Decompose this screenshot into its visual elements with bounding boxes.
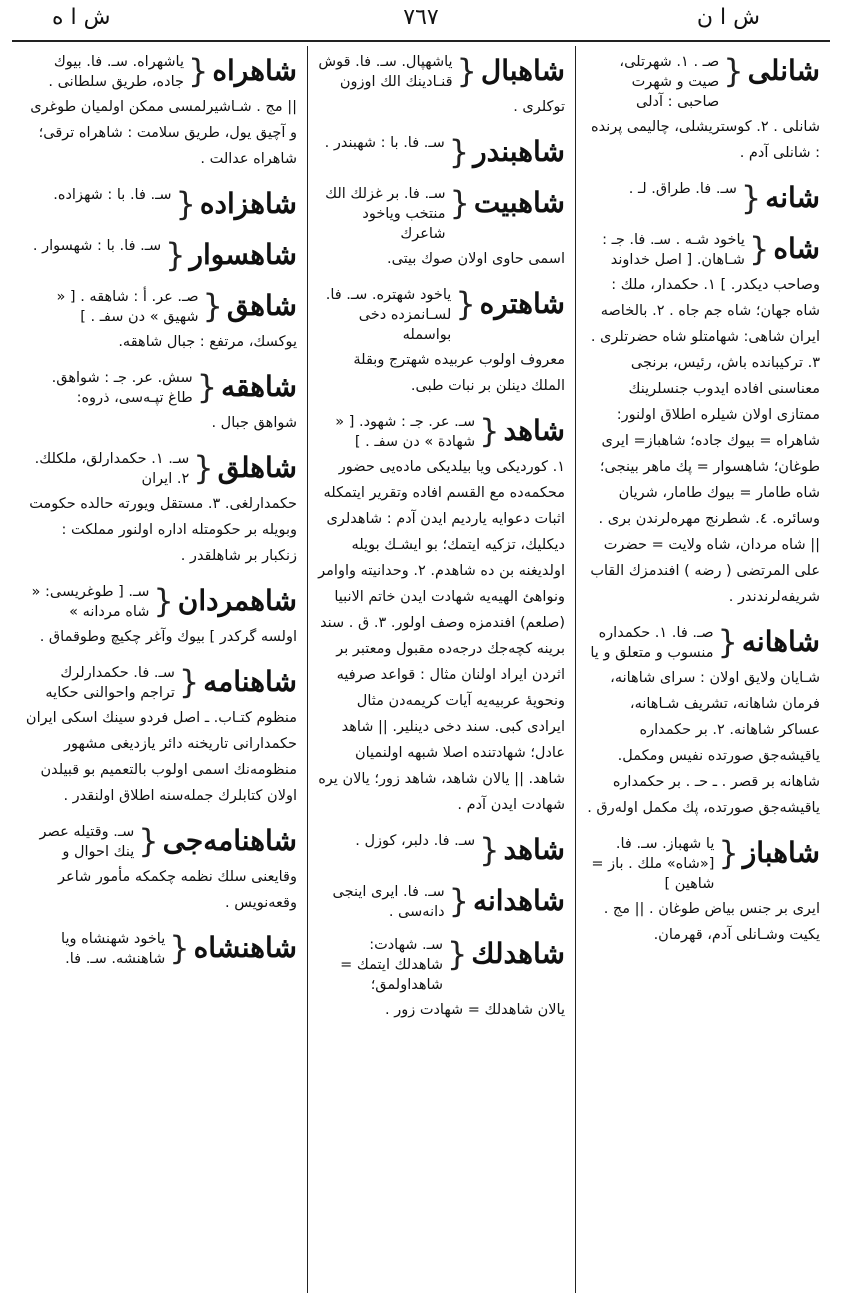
entry-definition-body: ١. كوردیكی ویا بیلدیكی ماده‌یی حضور محكمه‌ده مع القسم افاده وتقریر ایتمكله اثبات دعوایه یاردیم ایدن آدم : شاهدلری دیكلیك، تزكیه ایتمك؛ بو ایشـك بویله اولدیغنه بن ده شاهدم. ٢. وحدانیته واوامر ونواهئ الهیه‌یه شهادت ایدن خاتم الانبیا (صلعم) افندمزه وصف اولور. ٣. ق . سند برینه كچه‌جك درجه‌ده مقبول ومعتبر بر اثردن ایراد اولنان مثال : قواعد صرفیه ونحویهٔ عربیه‌یه آیات كریمه‌دن مثال ایرادی كبی. سند دخی دینلیر. || شاهد عادل؛ شهادتنده اصلا شبهه اولنمیان شاهد. || یالان شاهد، شاهد زور؛ یالان یره شهادت ایدن آدم . xyxy=(318,459,565,813)
brace-glyph: { xyxy=(169,929,190,967)
dictionary-entry xyxy=(586,52,820,166)
entry-headword: شاهزاده xyxy=(199,187,297,220)
entry-head xyxy=(318,52,565,92)
dictionary-entry xyxy=(318,133,565,171)
dictionary-entry xyxy=(318,285,565,399)
dictionary-entry xyxy=(586,179,820,217)
entry-definition-lead: سـ. ١. حكمدارلق، ملكلك. ٢. ایران xyxy=(34,451,190,487)
entry-headword: شاهمردان xyxy=(177,584,297,617)
entry-head xyxy=(586,834,820,894)
entry-headword: شانلی xyxy=(747,54,820,87)
entry-definition-lead: سـ. فا. با : شهبندر . xyxy=(324,135,445,151)
entry-definition-lead: سـ. فا. بر غزلك الك منتخب ویاخود شاعرك xyxy=(325,186,446,242)
entry-headword: شاهنامه‌جی xyxy=(162,824,297,857)
entry-definition-lead: یاخود شهنشاه ویا شاهنشه. سـ. فا. xyxy=(61,931,166,967)
entry-definition-lead: سـ. فا. با : شهسوار . xyxy=(32,238,162,254)
brace-glyph: { xyxy=(479,831,500,869)
dictionary-entry xyxy=(24,287,297,355)
entry-definition-lead: سـ. فا. با : شهزاده. xyxy=(53,187,172,203)
entry-definition-lead: صـ. عر. أ : شاهقه . [ « شهیق » دن سفـ . ] xyxy=(56,289,199,325)
entry-head xyxy=(24,287,297,327)
entry-definition-lead: یاخود شـه . سـ. فا. جـ : شـاهان. [ اصل خداوند xyxy=(602,232,745,268)
entry-headword: شاهدانه xyxy=(472,884,565,917)
dictionary-entry xyxy=(24,582,297,650)
brace-glyph: { xyxy=(455,285,476,323)
entry-headword: شاهق xyxy=(226,289,297,322)
entry-definition-body: اولسه گركدر ] بیوك وآغر چكیچ وطوقماق . xyxy=(39,629,297,645)
header-left-guide-word: ش ا ه xyxy=(52,5,111,30)
dictionary-entry xyxy=(24,929,297,969)
entry-definition-body: یوكسك، مرتفع : جبال شاهقه. xyxy=(118,334,297,350)
entry-headword: شانه xyxy=(765,181,820,214)
entry-headword: شاهبیت xyxy=(473,186,565,219)
entry-head xyxy=(318,882,565,922)
entry-definition-body: وصاحب دیكدر. ] ١. حكمدار، ملك : شاه جهان؛ شاه جم جاه . ٢. بالخاصه ایران شاهی: شهامتلو شاه حضرتلری . ٣. تركیبانده باش، رئیس، برنجی معناسنی افاده ایدوب جنسلرینك ممتازی اولان شیلره اطلاق اولنور: شاهراه = بیوك جاده؛ شاهباز= ایری طوغان؛ شاهسوار = پك ماهر بینجی؛ شاه طامار = بیوك طامار، شریان وسائره. ٤. شطرنج مهره‌لرندن بری . || شاه مردان، شاه ولایت = حضرت علی المرتضی ( رضه ) افندمزك القاب شریفه‌لرندندر . xyxy=(590,277,820,605)
dictionary-entry xyxy=(318,184,565,272)
brace-glyph: { xyxy=(456,52,477,90)
entry-definition-lead: سـ. شهادت: شاهدلك ایتمك = شاهداولمق؛ xyxy=(340,937,444,993)
brace-glyph: { xyxy=(196,368,218,406)
dictionary-entry xyxy=(586,834,820,948)
entry-head xyxy=(24,663,297,703)
entry-definition-lead: سـ. [ طوغریسی: « شاه مردانه » xyxy=(31,584,150,620)
brace-glyph: { xyxy=(153,582,174,620)
entry-head xyxy=(318,412,565,452)
entry-definition-body: شـایان ولایق اولان : سرای شاهانه، فرمان شاهانه، تشریف شـاهانه، عساكر شاهانه. ٢. بر حكمداره یاقیشه‌جق صورتده نفیس ومكمل. شاهانه بر قصر . ـ حـ . بر حكمداره یاقیشه‌جق صورتده، پك مكمل اوله‌رق . xyxy=(587,670,820,816)
entry-head xyxy=(318,935,565,995)
brace-glyph: { xyxy=(447,935,468,973)
entry-headword: شاهلق xyxy=(217,451,297,484)
entry-head xyxy=(586,230,820,270)
dictionary-entry xyxy=(586,623,820,821)
dictionary-entry xyxy=(586,230,820,610)
entry-head xyxy=(586,52,820,112)
entry-head xyxy=(24,185,297,223)
dictionary-entry xyxy=(318,935,565,1023)
column-right xyxy=(576,46,830,1293)
entry-definition-lead: سـ. فا. دلبر، كوزل . xyxy=(355,833,476,849)
entry-definition-lead: سـ. وقتیله عصر ینك احوال و xyxy=(39,824,135,860)
entry-headword: شاهد xyxy=(503,833,565,866)
entry-definition-body: ایری بر جنس بیاض طوغان . || مج . یكیت وشـانلی آدم، قهرمان. xyxy=(603,901,820,943)
entry-head xyxy=(318,831,565,869)
entry-definition-body: شواهق جبال . xyxy=(211,415,297,431)
dictionary-entry xyxy=(318,882,565,922)
entry-definition-lead: یاخود شهتره. سـ. فا. لسـانمزده دخی بواسمله xyxy=(325,287,452,343)
dictionary-entry xyxy=(24,822,297,916)
brace-glyph: { xyxy=(479,412,500,450)
brace-glyph: { xyxy=(193,449,214,487)
entry-head xyxy=(318,285,565,345)
column-left xyxy=(14,46,308,1293)
entry-definition-body: منظوم كتـاب. ـ اصل فردو سینك اسكی ایران حكمدارانی تاریخنه دائر یازدیغی مشهور منظومه‌نك اسمی اولوب بالتعمیم بو قبیلدن اولان كتابلرك جمله‌سنه اطلاق اولنقدر . xyxy=(25,710,297,804)
brace-glyph: { xyxy=(448,882,469,920)
entry-headword: شاهد xyxy=(503,414,565,447)
entry-headword: شاهقه xyxy=(221,370,297,403)
brace-glyph: { xyxy=(187,52,209,90)
entry-definition-body: حكمدارلغی. ٣. مستقل ویورته حالده حكومت وبویله بر حكومتله اداره اولنور مملكت : زنكبار بر شاهلقدر . xyxy=(29,496,297,564)
entry-headword: شاهسوار xyxy=(189,238,297,271)
header-right-guide-word: ش ا ن xyxy=(696,5,760,30)
dictionary-entry xyxy=(24,449,297,569)
entry-head xyxy=(24,236,297,274)
entry-definition-body: یالان شاهدلك = شهادت زور . xyxy=(384,1002,565,1018)
entry-headword: شاهتره xyxy=(479,287,565,320)
dictionary-entry xyxy=(24,185,297,223)
entry-definition-lead: یاشهراه. سـ. فا. بیوك جاده، طریق سلطانی . xyxy=(48,54,184,90)
entry-definition-lead: سـ. فا. طراق. لـ . xyxy=(628,181,737,197)
entry-headword: شاهانه xyxy=(741,625,820,658)
brace-glyph: { xyxy=(740,179,762,217)
entry-headword: شاهبندر xyxy=(473,135,565,168)
entry-definition-lead: سش. عر. جـ : شواهق. طاغ تپـه‌سی، ذروه: xyxy=(51,370,193,406)
entry-headword: شاهبال xyxy=(480,54,565,87)
brace-glyph: { xyxy=(175,185,196,223)
entry-definition-body: || مج . شـاشیرلمسی ممكن اولمیان طوغری و آچیق یول، طریق سلامت : شاهراه ترقی؛ شاهراه عدالت . xyxy=(30,99,297,167)
page-header xyxy=(12,0,830,42)
entry-head xyxy=(586,623,820,663)
brace-glyph: { xyxy=(165,236,186,274)
page-number: ٧٦٧ xyxy=(403,5,439,30)
brace-glyph: { xyxy=(202,287,223,325)
entry-headword: شاهنشاه xyxy=(193,931,297,964)
entry-head xyxy=(24,52,297,92)
entry-definition-lead: صـ . ١. شهرتلی، صیت و شهرت صاحبی : آدلی xyxy=(619,54,720,110)
entry-definition-lead: صـ. فا. ١. حكمداره منسوب و متعلق و یا xyxy=(590,625,714,661)
entry-headword: شاهباز xyxy=(742,836,820,869)
brace-glyph: { xyxy=(448,133,470,171)
dictionary-entry xyxy=(24,368,297,436)
entry-headword: شاهراه xyxy=(212,54,297,87)
dictionary-entry xyxy=(318,52,565,120)
brace-glyph: { xyxy=(748,230,770,268)
entry-head xyxy=(586,179,820,217)
entry-definition-body: وقایعنی سلك نظمه چكمكه مأمور شاعر وقعه‌نویس . xyxy=(58,869,297,911)
brace-glyph: { xyxy=(449,184,470,222)
entry-definition-lead: سـ. فا. ایری اینجی دانه‌سی . xyxy=(332,884,445,920)
entry-definition-lead: یاشهپال. سـ. فا. قوش قنـادینك الك اوزون xyxy=(318,54,453,90)
brace-glyph: { xyxy=(723,52,744,90)
entry-definition-lead: سـ. فا. حكمدارلرك تراجم واحوالنی حكایه xyxy=(45,665,175,701)
entry-head xyxy=(24,929,297,969)
entry-head xyxy=(24,822,297,862)
entry-definition-body: اسمی حاوی اولان صوك بیتی. xyxy=(386,251,565,267)
entry-head xyxy=(318,184,565,244)
brace-glyph: { xyxy=(178,663,200,701)
entry-definition-body: معروف اولوب عربیده شهترج وبقلة الملك دینلن بر نبات طبی. xyxy=(353,352,565,394)
column-middle xyxy=(308,46,576,1293)
dictionary-entry xyxy=(24,52,297,172)
entry-headword: شاهنامه xyxy=(203,665,297,698)
entry-definition-lead: یا شهباز. سـ. فا. [«شاه» ملك . باز = شاهین ] xyxy=(591,836,715,892)
dictionary-entry xyxy=(24,663,297,809)
brace-glyph: { xyxy=(138,822,159,860)
entry-head xyxy=(24,582,297,622)
entry-definition-body: شانلی . ٢. كوستریشلی، چالیمی پرنده : شانلی آدم . xyxy=(591,119,820,161)
dictionary-entry xyxy=(24,236,297,274)
entry-head xyxy=(24,368,297,408)
brace-glyph: { xyxy=(718,834,739,872)
entry-headword: شاهدلك xyxy=(471,937,565,970)
entry-head xyxy=(24,449,297,489)
dictionary-columns xyxy=(14,46,830,1293)
entry-head xyxy=(318,133,565,171)
dictionary-entry xyxy=(318,831,565,869)
brace-glyph: { xyxy=(717,623,738,661)
entry-headword: شاه xyxy=(773,232,820,265)
entry-definition-body: توكلری . xyxy=(513,99,565,115)
dictionary-entry xyxy=(318,412,565,818)
entry-definition-lead: سـ. عر. جـ : شهود. [ « شهادة » دن سفـ . ] xyxy=(335,414,476,450)
